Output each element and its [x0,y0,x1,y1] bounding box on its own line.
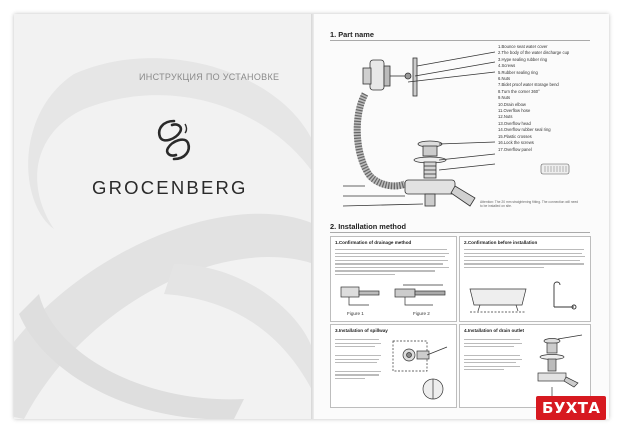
step2-text [464,249,586,270]
part-item: 17.Overflow panel [498,146,532,152]
drainage-figure-2 [393,283,449,307]
step1-panel [330,236,457,322]
figure-2-label: Figure 2 [413,311,430,316]
part-item: 9.Nuts [498,95,511,101]
drawing-note: Attention: The 20 mm straightening fitting. The connection will need to be installed on site. [480,200,579,209]
section-part-name: 1. Part name [330,30,374,39]
step2-panel [459,236,591,322]
spillway-drawing [387,335,453,403]
part-item: 6.Nuts [498,76,511,82]
part-item: 10.Drain elbow [498,101,526,107]
part-item: 12.Nuts [498,114,513,120]
figure-1-label: Figure 1 [347,311,364,316]
drain-assembly-diagram [335,46,495,221]
part-item: 11.Overflow hose [498,108,531,114]
brand-logo-icon [154,118,194,162]
wrench-drawing [546,277,582,313]
cover-page [14,14,312,419]
step2-title: 2.Confirmation before installation [464,240,538,245]
section-rule [330,232,590,233]
section-rule [330,40,590,41]
watermark-badge: БУХТА [536,396,606,420]
section-installation: 2. Installation method [330,222,406,231]
part-item: 4.Screws [498,63,516,69]
step3-panel [330,324,457,408]
part-item: 16.Lock the screws [498,140,534,146]
step1-text [335,249,451,278]
step3-text [335,339,383,382]
part-item: 2.The body of the water discharge cup [498,50,570,56]
overflow-panel-drawing [540,162,570,176]
drain-outlet-drawing [532,333,586,403]
drainage-figure-1 [339,285,381,307]
cover-title: ИНСТРУКЦИЯ ПО УСТАНОВКЕ [139,72,280,82]
part-item: 1.Bounce seat water cover [498,44,548,49]
part-item: 13.Overflow head [498,120,531,126]
parts-list [498,44,569,153]
part-item: 14.Overflow rubber seal ring [498,127,551,133]
part-item: 5.Rubber sealing ring [498,69,538,75]
step4-title: 4.Installation of drain outlet [464,328,524,333]
part-item: 7.Bidet proof water storage bend [498,82,559,88]
step3-title: 3.Installation of spillway [335,328,388,333]
part-item: 3.Hype sealing rubber ring [498,56,548,62]
step1-title: 1.Confirmation of drainage method [335,240,412,245]
bathtub-drawing [468,283,528,313]
brand-name: GROCENBERG [92,177,248,198]
part-item: 15.Plastic crosses [498,133,532,139]
part-item: 8.Turn the corner 360° [498,88,540,94]
step4-text [464,339,524,373]
